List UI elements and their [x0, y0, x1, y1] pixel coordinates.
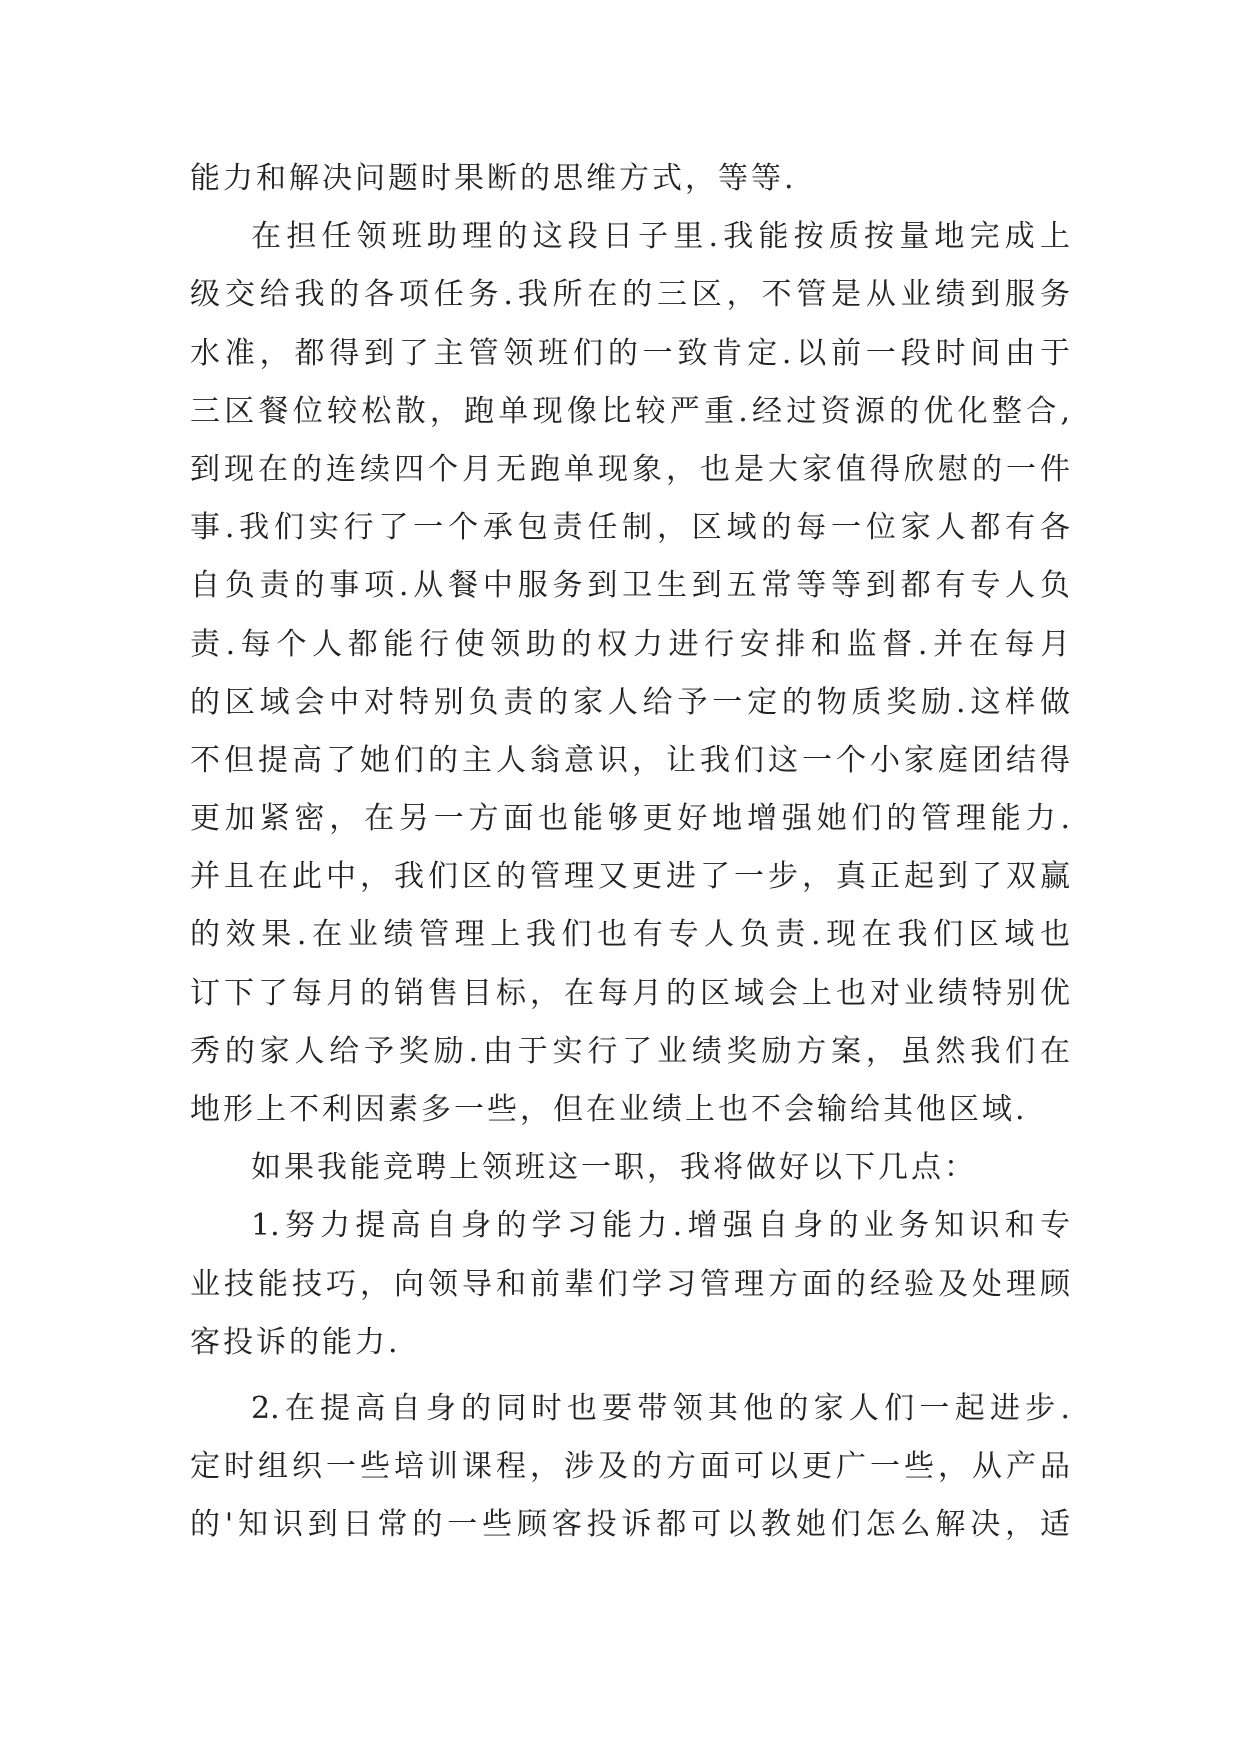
paragraph-line: 责.每个人都能行使领助的权力进行安排和监督.并在每月 — [190, 626, 1070, 662]
paragraph-line: 到现在的连续四个月无跑单现象，也是大家值得欣慰的一件 — [190, 451, 1070, 487]
paragraph-line: 自负责的事项.从餐中服务到卫生到五常等等到都有专人负 — [190, 568, 1070, 604]
paragraph-line: 如果我能竞聘上领班这一职，我将做好以下几点： — [251, 1150, 977, 1186]
paragraph-line: 1.努力提高自身的学习能力.增强自身的业务知识和专 — [251, 1208, 1070, 1244]
paragraph-line: 不但提高了她们的主人翁意识，让我们这一个小家庭团结得 — [190, 742, 1070, 778]
paragraph-line: 的效果.在业绩管理上我们也有专人负责.现在我们区域也 — [190, 917, 1070, 953]
paragraph-line: 定时组织一些培训课程，涉及的方面可以更广一些，从产品 — [190, 1449, 1070, 1485]
paragraph-line: 地形上不利因素多一些，但在业绩上也不会输给其他区域. — [190, 1092, 1028, 1127]
paragraph-line: 三区餐位较松散，跑单现像比较严重.经过资源的优化整合, — [190, 393, 1070, 429]
paragraph-line: 事.我们实行了一个承包责任制，区域的每一位家人都有各 — [190, 510, 1070, 546]
paragraph-line: 能力和解决问题时果断的思维方式，等等. — [190, 161, 797, 196]
paragraph-line: 并且在此中，我们区的管理又更进了一步，真正起到了双赢 — [190, 859, 1070, 895]
paragraph-line: 水准，都得到了主管领班们的一致肯定.以前一段时间由于 — [190, 335, 1070, 371]
paragraph-line: 的区域会中对特别负责的家人给予一定的物质奖励.这样做 — [190, 684, 1070, 720]
paragraph-line: 秀的家人给予奖励.由于实行了业绩奖励方案，虽然我们在 — [190, 1033, 1070, 1069]
paragraph-line: 的'知识到日常的一些顾客投诉都可以教她们怎么解决，适 — [190, 1507, 1070, 1543]
paragraph-line: 业技能技巧，向领导和前辈们学习管理方面的经验及处理顾 — [190, 1266, 1070, 1302]
paragraph-line: 客投诉的能力. — [190, 1324, 401, 1360]
paragraph-line: 订下了每月的销售目标，在每月的区域会上也对业绩特别优 — [190, 975, 1070, 1011]
paragraph-line: 级交给我的各项任务.我所在的三区，不管是从业绩到服务 — [190, 277, 1070, 313]
paragraph-gap — [190, 1372, 1070, 1380]
paragraph-line: 在担任领班助理的这段日子里.我能按质按量地完成上 — [251, 219, 1070, 255]
paragraph-line: 2.在提高自身的同时也要带领其他的家人们一起进步. — [251, 1390, 1070, 1426]
paragraph-line: 更加紧密，在另一方面也能够更好地增强她们的管理能力. — [190, 801, 1070, 837]
document-body — [190, 150, 1070, 1555]
